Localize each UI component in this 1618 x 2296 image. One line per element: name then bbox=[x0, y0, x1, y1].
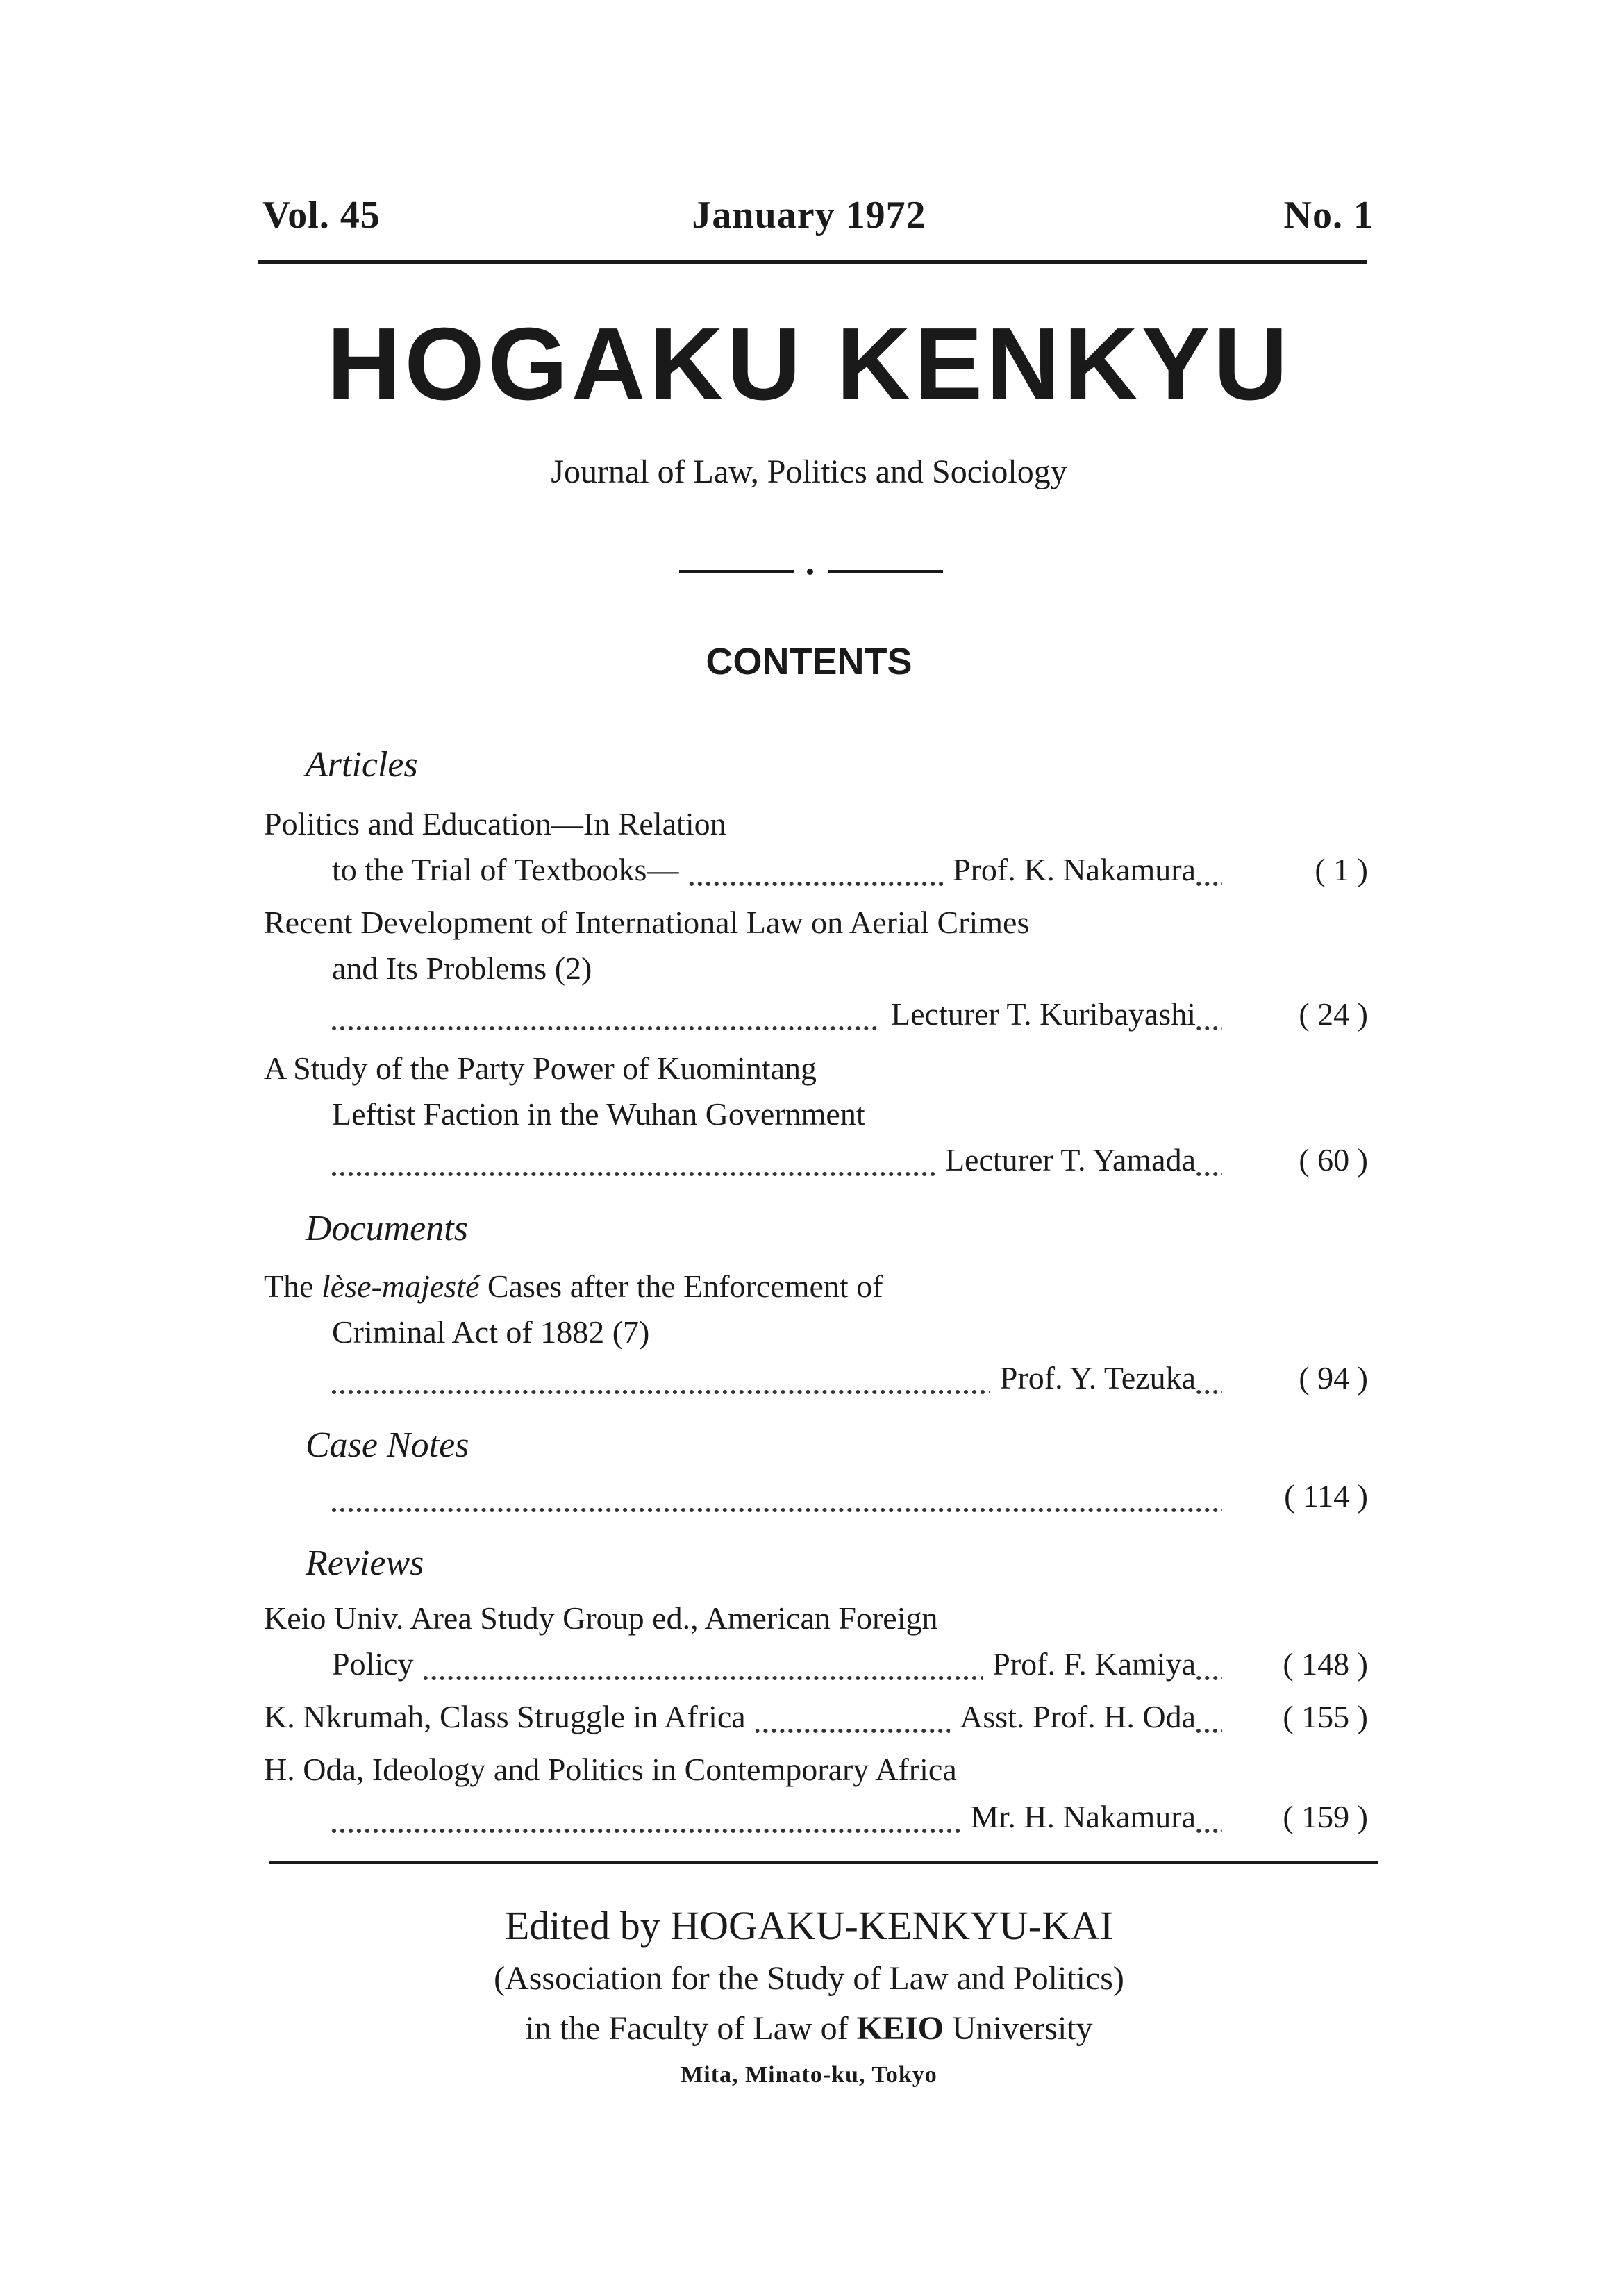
dot-leader bbox=[332, 1829, 1368, 1833]
document-1-author: Prof. Y. Tezuka bbox=[990, 1359, 1196, 1396]
case-notes-page: ( 114 ) bbox=[1222, 1477, 1368, 1514]
article-3-page: ( 60 ) bbox=[1222, 1141, 1368, 1178]
review-1-title-cont: Policy bbox=[332, 1645, 424, 1682]
article-2-entry bbox=[332, 996, 1368, 1034]
review-3-page: ( 159 ) bbox=[1222, 1798, 1368, 1835]
review-2-entry bbox=[264, 1698, 1368, 1737]
journal-title: HOGAKU KENKYU bbox=[326, 307, 1292, 421]
issue-date: January 1972 bbox=[692, 194, 926, 237]
review-1-title: Keio Univ. Area Study Group ed., American Foreign bbox=[264, 1600, 938, 1636]
dot-leader bbox=[332, 1390, 1368, 1394]
edited-by: Edited by HOGAKU-KENKYU-KAI bbox=[504, 1903, 1114, 1948]
article-3-entry bbox=[332, 1141, 1368, 1180]
issue-number: No. 1 bbox=[1283, 194, 1374, 237]
document-1-title-cont: Criminal Act of 1882 (7) bbox=[332, 1314, 650, 1350]
article-2-author: Lecturer T. Kuribayashi bbox=[881, 996, 1196, 1032]
journal-subtitle: Journal of Law, Politics and Sociology bbox=[551, 453, 1067, 490]
review-1-page: ( 148 ) bbox=[1222, 1645, 1368, 1682]
ornament-divider bbox=[679, 567, 943, 576]
contents-heading: CONTENTS bbox=[706, 641, 912, 682]
case-notes-entry bbox=[332, 1477, 1368, 1516]
article-3-author: Lecturer T. Yamada bbox=[935, 1141, 1196, 1178]
review-3-entry bbox=[332, 1798, 1368, 1837]
review-1-author: Prof. F. Kamiya bbox=[983, 1645, 1196, 1682]
section-case-notes: Case Notes bbox=[306, 1425, 469, 1465]
association-name: (Association for the Study of Law and Politics) bbox=[494, 1960, 1124, 1997]
dot-leader bbox=[332, 1172, 1368, 1176]
dot-leader bbox=[332, 1026, 1368, 1030]
article-1-entry bbox=[332, 851, 1368, 890]
keio-name: KEIO bbox=[856, 2010, 944, 2047]
section-articles: Articles bbox=[306, 745, 418, 785]
lese-majeste-term: lèse-majesté bbox=[322, 1268, 480, 1304]
review-3-title: H. Oda, Ideology and Politics in Contemporary Africa bbox=[264, 1752, 957, 1787]
article-1-author: Prof. K. Nakamura bbox=[943, 851, 1196, 888]
article-1-title-cont: to the Trial of Textbooks— bbox=[332, 851, 688, 888]
review-2-title: K. Nkrumah, Class Struggle in Africa bbox=[264, 1698, 756, 1735]
article-2-title-cont: and Its Problems (2) bbox=[332, 950, 592, 986]
header-rule bbox=[258, 260, 1367, 264]
review-2-author: Asst. Prof. H. Oda bbox=[950, 1698, 1196, 1735]
section-reviews: Reviews bbox=[306, 1543, 424, 1583]
address: Mita, Minato-ku, Tokyo bbox=[681, 2062, 937, 2088]
review-1-entry bbox=[332, 1645, 1368, 1684]
dot-leader bbox=[332, 1508, 1368, 1512]
document-1-title: The lèse-majesté Cases after the Enforcement of bbox=[264, 1268, 883, 1304]
review-2-page: ( 155 ) bbox=[1222, 1698, 1368, 1735]
footer-rule bbox=[269, 1861, 1378, 1864]
review-3-author: Mr. H. Nakamura bbox=[961, 1798, 1196, 1835]
article-3-title-cont: Leftist Faction in the Wuhan Government bbox=[332, 1096, 865, 1132]
article-3-title: A Study of the Party Power of Kuomintang bbox=[264, 1050, 817, 1086]
article-1-page: ( 1 ) bbox=[1222, 851, 1368, 888]
document-1-entry bbox=[332, 1359, 1368, 1398]
dot-leader bbox=[332, 1676, 1368, 1680]
section-documents: Documents bbox=[306, 1209, 468, 1248]
article-2-page: ( 24 ) bbox=[1222, 996, 1368, 1032]
article-2-title: Recent Development of International Law on Aerial Crimes bbox=[264, 905, 1030, 940]
faculty-line: in the Faculty of Law of KEIO University bbox=[525, 2010, 1093, 2047]
article-1-title: Politics and Education—In Relation bbox=[264, 806, 726, 841]
volume-label: Vol. 45 bbox=[262, 194, 381, 237]
document-1-page: ( 94 ) bbox=[1222, 1359, 1368, 1396]
